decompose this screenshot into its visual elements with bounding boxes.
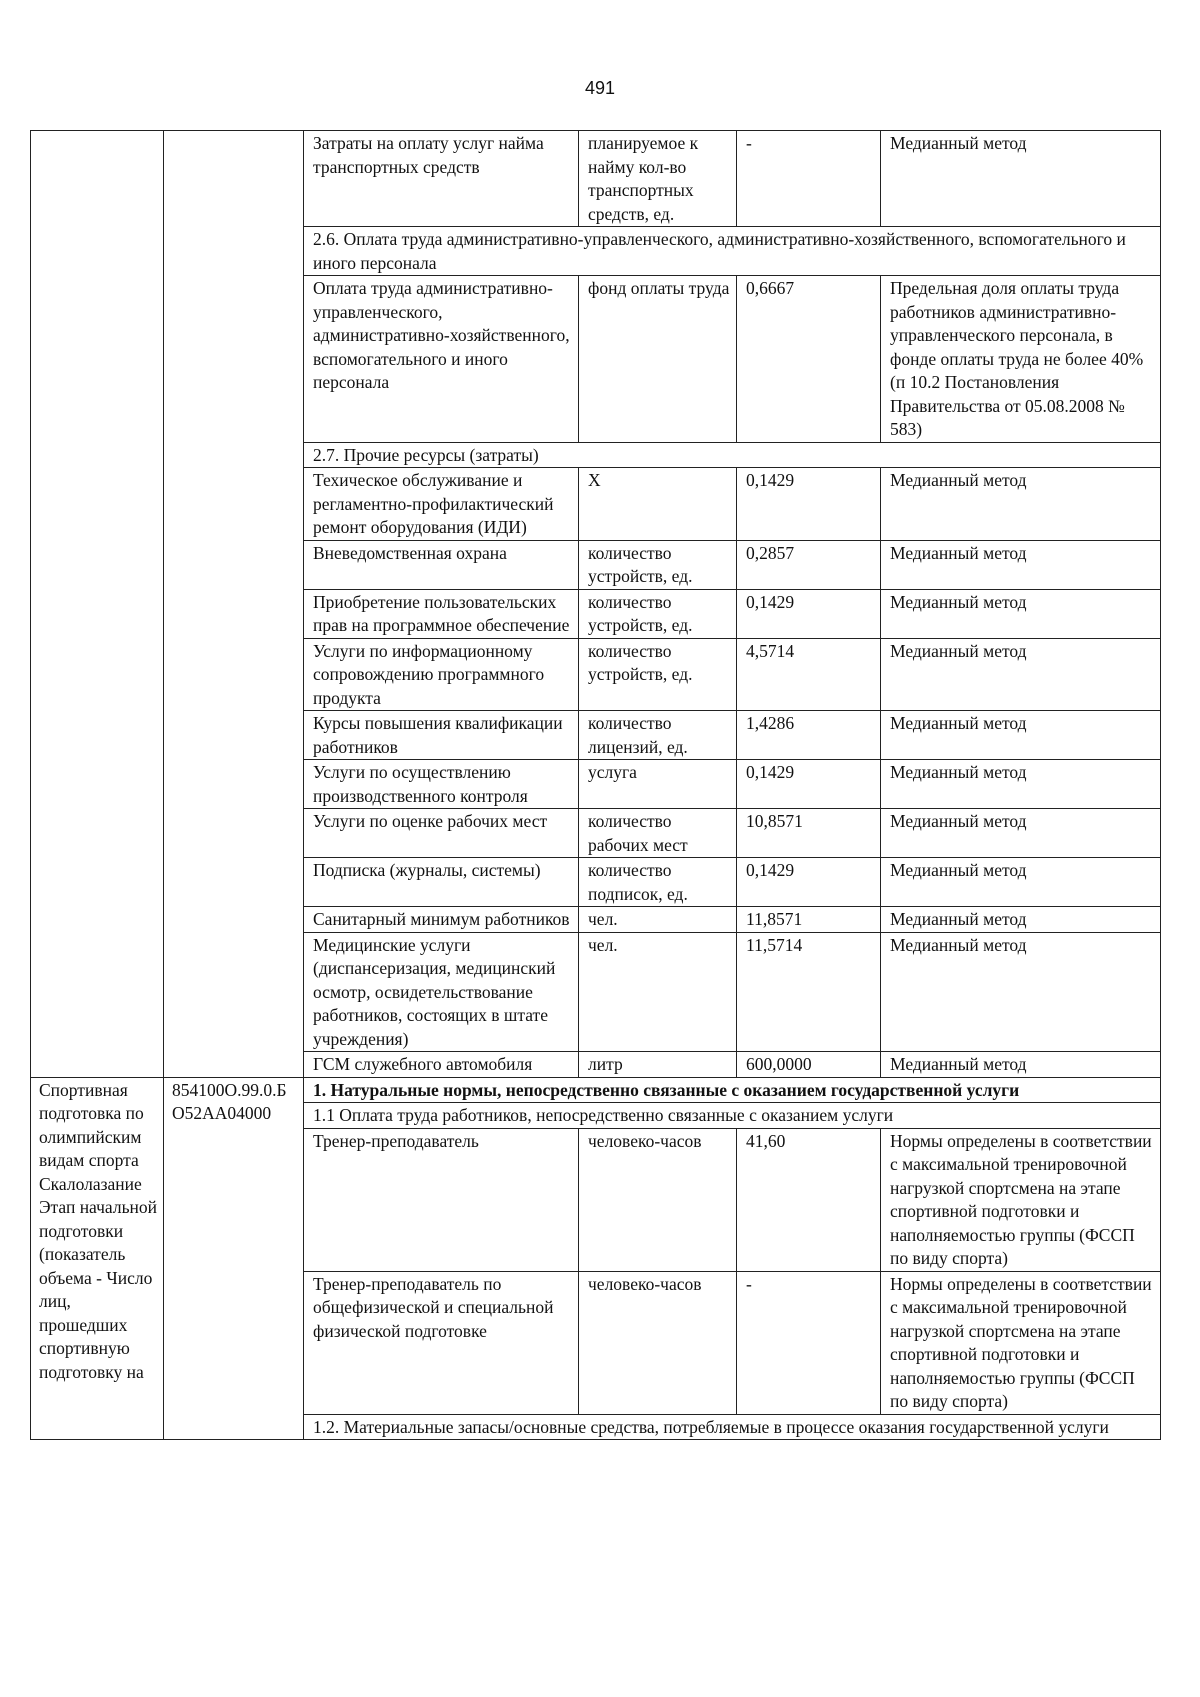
unit-of-measure: количество устройств, ед. bbox=[579, 638, 737, 711]
calculation-method: Предельная доля оплаты труда работников административно-управленческого персонала, в фонде оплаты труда не более 40% (п 10.2 Постановления Правительства от 05.08.2008 № 583) bbox=[881, 276, 1161, 443]
unit-of-measure: количество устройств, ед. bbox=[579, 589, 737, 638]
unit-of-measure: литр bbox=[579, 1052, 737, 1078]
calculation-method: Медианный метод bbox=[881, 1052, 1161, 1078]
unit-of-measure: количество лицензий, ед. bbox=[579, 711, 737, 760]
calculation-method: Медианный метод bbox=[881, 760, 1161, 809]
unit-of-measure: количество устройств, ед. bbox=[579, 540, 737, 589]
section-heading: 1.1 Оплата труда работников, непосредственно связанные с оказанием услуги bbox=[304, 1103, 1161, 1129]
unit-of-measure: человеко-часов bbox=[579, 1271, 737, 1414]
service-name-cell bbox=[31, 131, 164, 1078]
unit-of-measure: чел. bbox=[579, 932, 737, 1052]
calculation-method: Нормы определены в соответствии с максимальной тренировочной нагрузкой спортсмена на этапе спортивной подготовки и наполняемостью группы (ФССП по виду спорта) bbox=[881, 1271, 1161, 1414]
norm-value: 11,5714 bbox=[737, 932, 881, 1052]
cost-item-name: Техическое обслуживание и регламентно-профилактический ремонт оборудования (ИДИ) bbox=[304, 468, 579, 541]
section-heading: 1.2. Материальные запасы/основные средства, потребляемые в процессе оказания государственной услуги bbox=[304, 1414, 1161, 1440]
table-row bbox=[31, 131, 1161, 227]
cost-item-name: Вневедомственная охрана bbox=[304, 540, 579, 589]
cost-item-name: Оплата труда административно-управленческого, административно-хозяйственного, вспомогательного и иного персонала bbox=[304, 276, 579, 443]
cost-item-name: Услуги по оценке рабочих мест bbox=[304, 809, 579, 858]
calculation-method: Медианный метод bbox=[881, 540, 1161, 589]
norm-value: 10,8571 bbox=[737, 809, 881, 858]
norm-value: 0,1429 bbox=[737, 760, 881, 809]
cost-item-name: Тренер-преподаватель bbox=[304, 1128, 579, 1271]
unit-of-measure: чел. bbox=[579, 907, 737, 933]
calculation-method: Медианный метод bbox=[881, 809, 1161, 858]
unit-of-measure: человеко-часов bbox=[579, 1128, 737, 1271]
unit-of-measure: X bbox=[579, 468, 737, 541]
norm-value: 0,1429 bbox=[737, 858, 881, 907]
norm-value: - bbox=[737, 131, 881, 227]
unit-of-measure: количество рабочих мест bbox=[579, 809, 737, 858]
section-row bbox=[31, 1077, 1161, 1103]
section-heading: 2.7. Прочие ресурсы (затраты) bbox=[304, 442, 1161, 468]
norm-value: 600,0000 bbox=[737, 1052, 881, 1078]
cost-item-name: ГСМ служебного автомобиля bbox=[304, 1052, 579, 1078]
norm-value: - bbox=[737, 1271, 881, 1414]
cost-item-name: Подписка (журналы, системы) bbox=[304, 858, 579, 907]
cost-item-name: Приобретение пользовательских прав на программное обеспечение bbox=[304, 589, 579, 638]
cost-item-name: Услуги по информационному сопровождению программного продукта bbox=[304, 638, 579, 711]
service-name: Спортивная подготовка по олимпийским видам спорта Скалолазание Этап начальной подготовки (показатель объема - Число лиц, прошедших спортивную подготовку на bbox=[31, 1077, 164, 1440]
calculation-method: Медианный метод bbox=[881, 468, 1161, 541]
calculation-method: Нормы определены в соответствии с максимальной тренировочной нагрузкой спортсмена на этапе спортивной подготовки и наполняемостью группы (ФССП по виду спорта) bbox=[881, 1128, 1161, 1271]
norm-value: 1,4286 bbox=[737, 711, 881, 760]
cost-item-name: Услуги по осуществлению производственного контроля bbox=[304, 760, 579, 809]
unit-of-measure: планируемое к найму кол-во транспортных средств, ед. bbox=[579, 131, 737, 227]
calculation-method: Медианный метод bbox=[881, 589, 1161, 638]
calculation-method: Медианный метод bbox=[881, 907, 1161, 933]
service-code: 854100О.99.0.БО52АА04000 bbox=[164, 1077, 304, 1440]
norms-table bbox=[30, 130, 1161, 1440]
norm-value: 4,5714 bbox=[737, 638, 881, 711]
cost-item-name: Затраты на оплату услуг найма транспортных средств bbox=[304, 131, 579, 227]
unit-of-measure: услуга bbox=[579, 760, 737, 809]
norm-value: 0,1429 bbox=[737, 468, 881, 541]
calculation-method: Медианный метод bbox=[881, 638, 1161, 711]
norm-value: 41,60 bbox=[737, 1128, 881, 1271]
cost-item-name: Тренер-преподаватель по общефизической и специальной физической подготовке bbox=[304, 1271, 579, 1414]
norm-value: 0,1429 bbox=[737, 589, 881, 638]
cost-item-name: Курсы повышения квалификации работников bbox=[304, 711, 579, 760]
norm-value: 0,2857 bbox=[737, 540, 881, 589]
cost-item-name: Санитарный минимум работников bbox=[304, 907, 579, 933]
norm-value: 0,6667 bbox=[737, 276, 881, 443]
page-number: 491 bbox=[584, 78, 616, 98]
calculation-method: Медианный метод bbox=[881, 858, 1161, 907]
service-code-cell bbox=[164, 131, 304, 1078]
section-heading: 1. Натуральные нормы, непосредственно связанные с оказанием государственной услуги bbox=[304, 1077, 1161, 1103]
calculation-method: Медианный метод bbox=[881, 932, 1161, 1052]
section-heading: 2.6. Оплата труда административно-управленческого, административно-хозяйственного, вспомогательного и иного персонала bbox=[304, 227, 1161, 276]
unit-of-measure: количество подписок, ед. bbox=[579, 858, 737, 907]
norm-value: 11,8571 bbox=[737, 907, 881, 933]
unit-of-measure: фонд оплаты труда bbox=[579, 276, 737, 443]
cost-item-name: Медицинские услуги (диспансеризация, медицинский осмотр, освидетельствование работников, состоящих в штате учреждения) bbox=[304, 932, 579, 1052]
calculation-method: Медианный метод bbox=[881, 131, 1161, 227]
calculation-method: Медианный метод bbox=[881, 711, 1161, 760]
